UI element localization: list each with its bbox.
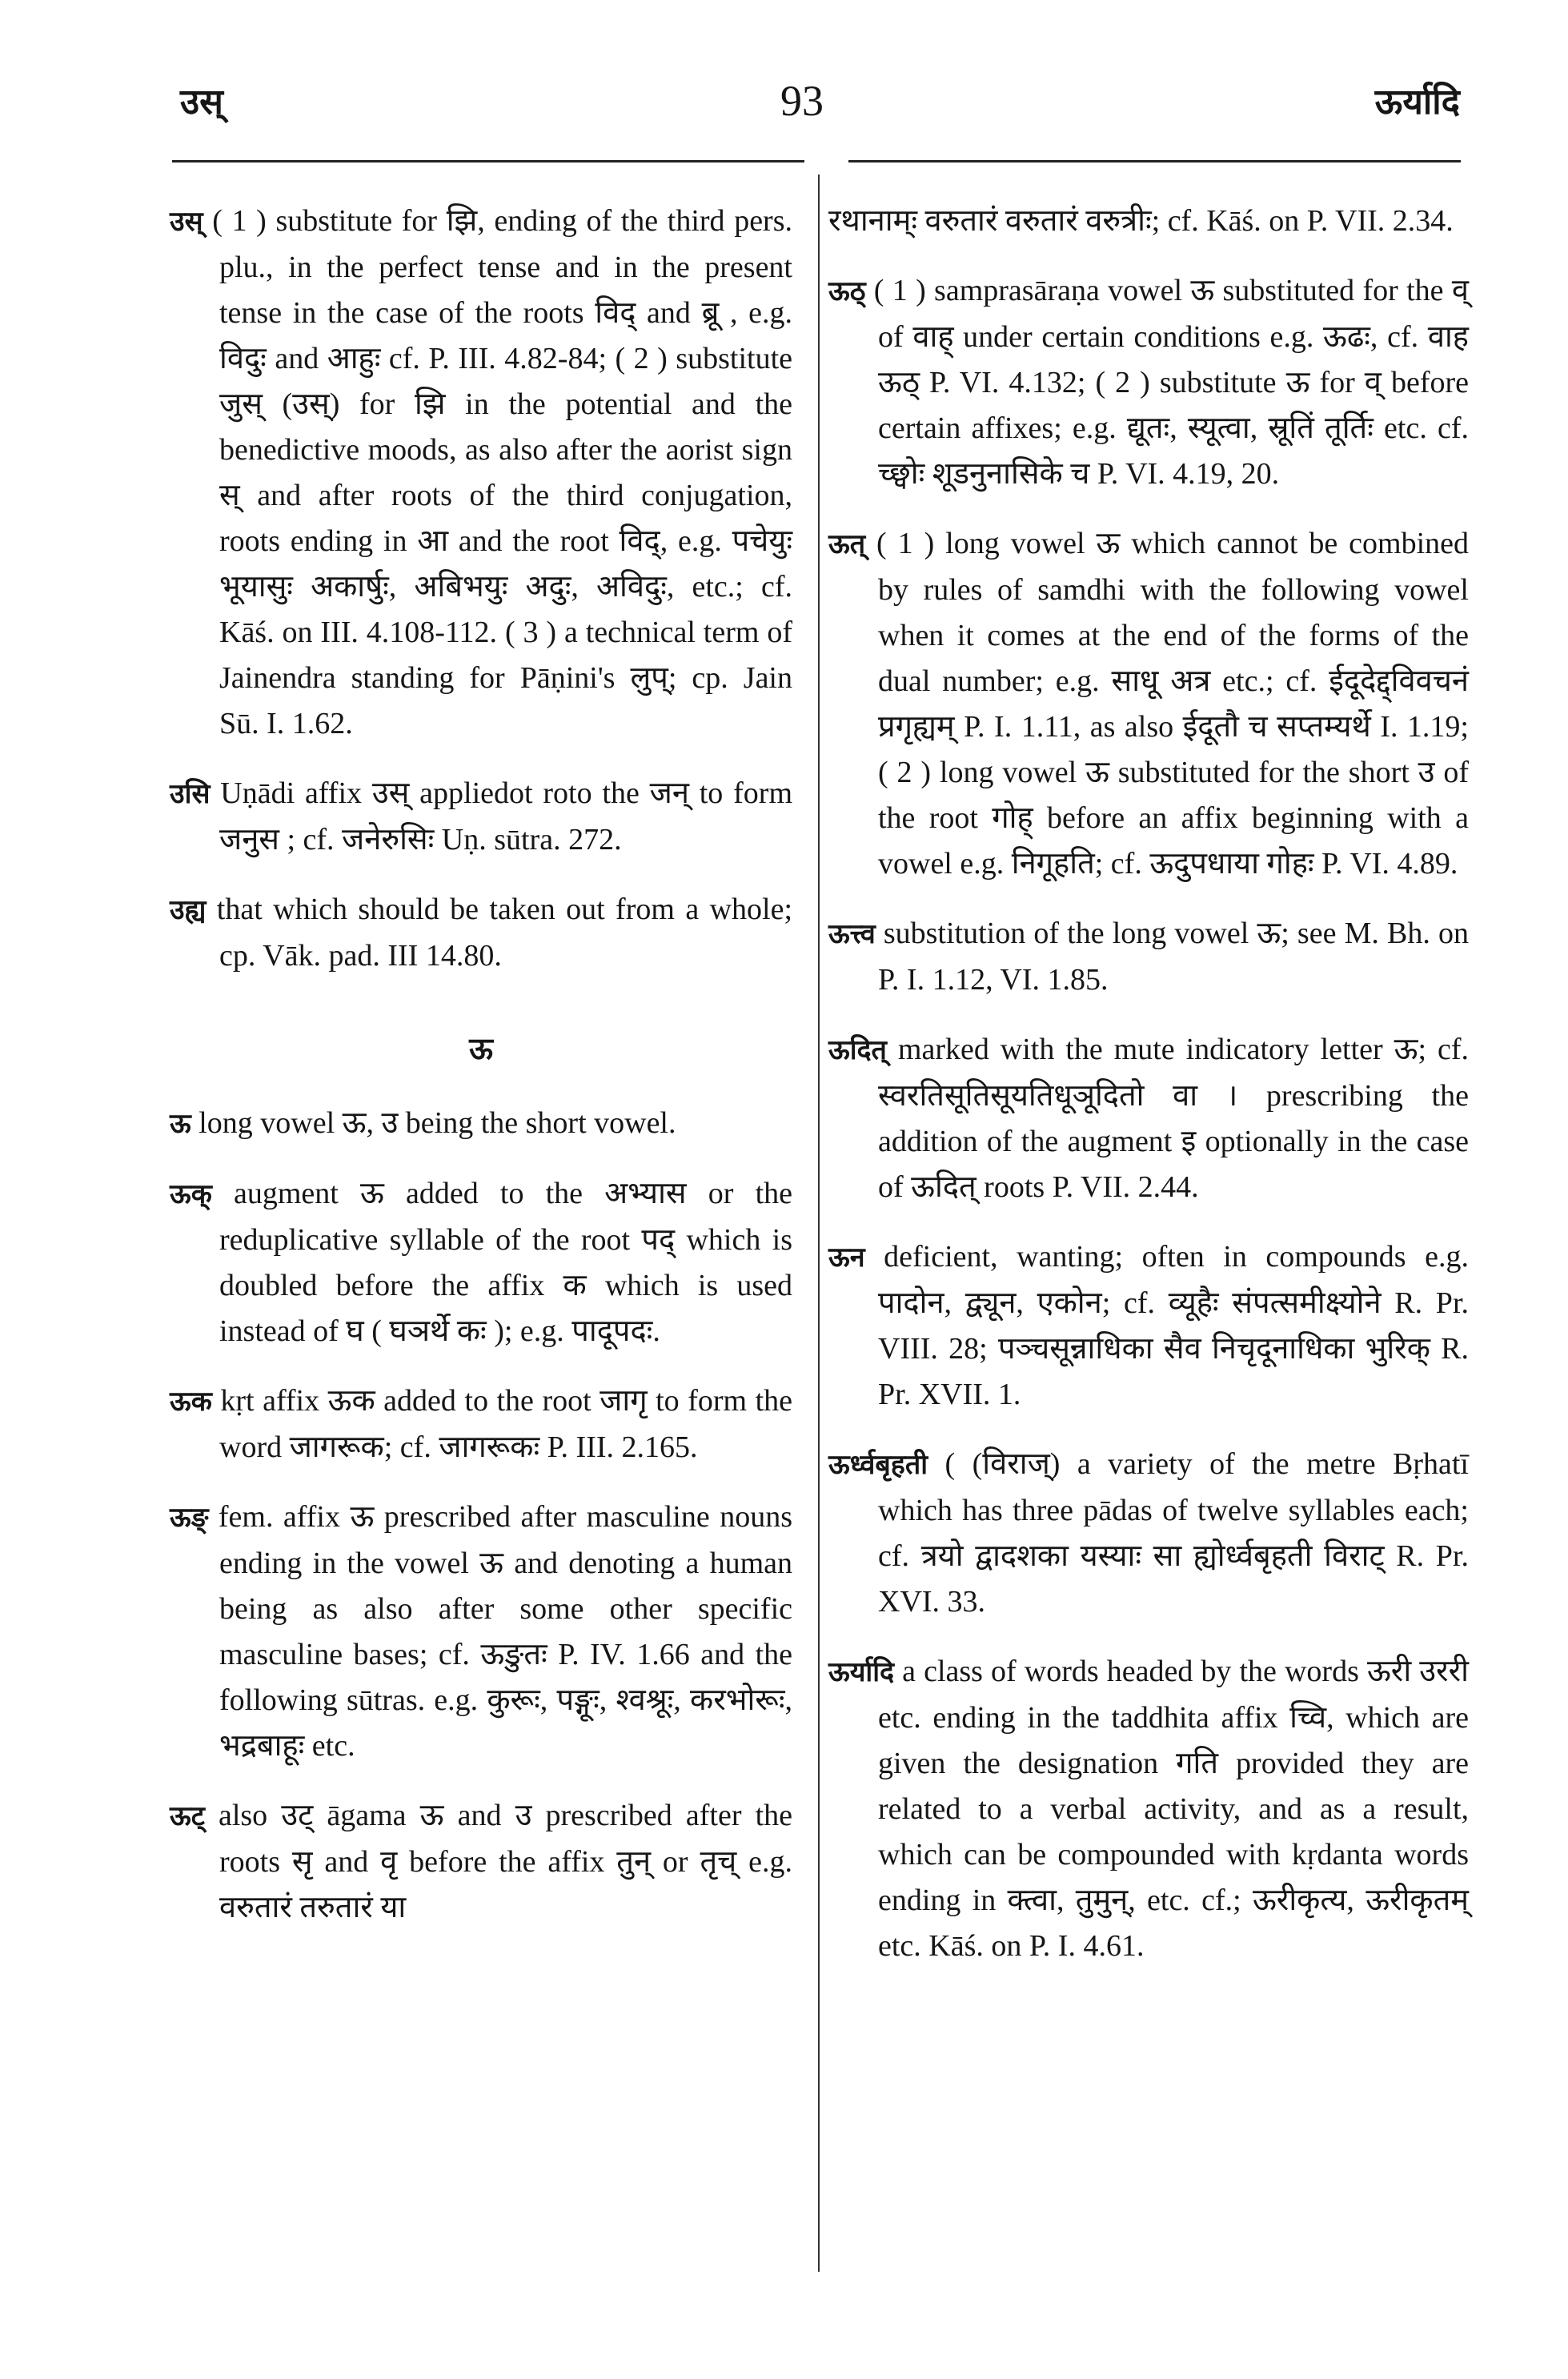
entry-headword: ऊक् <box>170 1178 212 1210</box>
dictionary-entry <box>170 1793 792 1931</box>
entry-definition: that which should be taken out from a whole; cp. Vāk. pad. III 14.80. <box>216 893 792 973</box>
header-rule-right <box>848 160 1461 162</box>
entry-headword: ऊट् <box>170 1800 205 1832</box>
entry-headword: उसि <box>170 778 211 810</box>
header-left-guideword: उस् <box>180 82 223 122</box>
entry-headword: ऊङ् <box>170 1502 209 1534</box>
entry-headword: उस् <box>170 206 203 238</box>
dictionary-entry <box>170 1378 792 1470</box>
dictionary-entry <box>170 771 792 863</box>
entry-headword: ऊर्यादि <box>828 1656 895 1688</box>
entry-definition: a class of words headed by the words ऊरी उररी etc. ending in the taddhita affix च्वि, which are given the designation गति provided they are related to a verbal activity, and as a result, which can be compounded with kṛdanta words ending in क्त्वा, तुमुन्, etc. cf.; ऊरीकृत्य, ऊरीकृतम् etc. Kāś. on P. I. 4.61. <box>878 1655 1469 1963</box>
entry-headword: ऊक <box>170 1386 212 1418</box>
entry-definition: fem. affix ऊ prescribed after masculine nouns ending in the vowel ऊ and denoting a human being as also after some other specific masculine bases; cf. ऊङुतः P. IV. 1.66 and the following sūtras. e.g. कुरूः, पङ्गूः, श्वश्रूः, करभोरूः, भद्रबाहूः etc. <box>218 1500 792 1763</box>
entry-definition: deficient, wanting; often in compounds e.g. पादोन, द्व्यून, एकोन; cf. व्यूहैः संपत्समीक्ष्योने R. Pr. VIII. 28; पञ्चसून्नाधिका सैव निचृदूनाधिका भुरिक् R. Pr. XVII. 1. <box>878 1240 1470 1411</box>
entry-headword: उह्य <box>170 894 207 926</box>
header-rule-left <box>172 160 804 162</box>
dictionary-entry <box>170 1171 792 1354</box>
entry-definition: kṛt affix ऊक added to the root जागृ to form the word जागरूक; cf. जागरूकः P. III. 2.165. <box>219 1384 793 1464</box>
header-right-guideword: ऊर्यादि <box>1374 82 1460 122</box>
entry-definition: long vowel ऊ, उ being the short vowel. <box>199 1106 676 1140</box>
dictionary-entry <box>170 1494 792 1769</box>
entry-definition: Uṇādi affix उस् appliedot roto the जन् to form जनुस ; cf. जनेरुसिः Uṇ. sūtra. 272. <box>219 776 792 857</box>
entry-headword: ऊदित् <box>828 1034 887 1066</box>
entry-headword: ऊ <box>170 1108 191 1140</box>
dictionary-entry <box>828 911 1469 1003</box>
entry-headword: ऊन <box>828 1242 865 1274</box>
dictionary-entry <box>828 1027 1469 1210</box>
entry-definition: augment ऊ added to the अभ्यास or the reduplicative syllable of the root पद् which is doubled before the affix क which is used instead of घ ( घञर्थे कः ); e.g. पादूपदः. <box>219 1177 792 1348</box>
column-divider <box>818 175 820 2272</box>
dictionary-entry <box>828 521 1469 887</box>
entry-definition: ( (विराज्) a variety of the metre Bṛhatī which has three pādas of twelve syllables each; cf. त्रयो द्वादशका यस्याः सा ह्योर्ध्वबृहती विराट् R. Pr. XVI. 33. <box>878 1447 1469 1619</box>
entry-definition: ( 1 ) samprasāraṇa vowel ऊ substituted for the व् of वाह् under certain conditions e.g. ऊढः, cf. वाह ऊठ् P. VI. 4.132; ( 2 ) substitute ऊ for व् before certain affixes; e.g. द्यूतः, स्यूत्वा, स्रूतिं तूर्तिः etc. cf. च्छ्वोः शूडनुनासिके च P. VI. 4.19, 20. <box>873 274 1470 491</box>
entry-definition: रथानाम्ः वरुतारं वरुतारं वरुत्रीः; cf. Kāś. on P. VII. 2.34. <box>828 204 1454 238</box>
dictionary-entry <box>170 1101 792 1147</box>
entry-headword: ऊठ् <box>828 275 866 307</box>
entry-definition: marked with the mute indicatory letter ऊ; cf. स्वरतिसूतिसूयतिधूञूदितो वा । prescribing the addition of the augment इ optionally in the case of ऊदित् roots P. VII. 2.44. <box>878 1033 1469 1204</box>
entry-headword: ऊत्त्व <box>828 918 876 950</box>
entry-definition: substitution of the long vowel ऊ; see M. Bh. on P. I. 1.12, VI. 1.85. <box>878 917 1469 997</box>
entry-definition: also उट् āgama ऊ and उ prescribed after the roots सृ and वृ before the affix तुन् or तृच् e.g. वरुतारं तरुतारं या <box>218 1799 793 1924</box>
dictionary-entry <box>828 1649 1469 1969</box>
dictionary-entry <box>170 199 792 747</box>
dictionary-entry <box>170 887 792 979</box>
right-column <box>828 199 1469 1993</box>
section-letter: ऊ <box>469 1031 493 1066</box>
entry-headword: ऊत् <box>828 528 866 560</box>
entry-definition: ( 1 ) long vowel ऊ which cannot be combined by rules of samdhi with the following vowel when it comes at the end of the forms of the dual number; e.g. साधू अत्र etc.; cf. ईदूदेद्द्विवचनं प्रगृह्यम् P. I. 1.11, as also ईदूतौ च सप्तम्यर्थे I. 1.19; ( 2 ) long vowel ऊ substituted for the short उ of the root गोह् before an affix beginning with a vowel e.g. निगूहति; cf. ऊदुपधाया गोहः P. VI. 4.89. <box>876 527 1469 881</box>
dictionary-entry <box>828 1234 1469 1418</box>
entry-headword: ऊर्ध्वबृहती <box>828 1449 928 1481</box>
left-column <box>170 199 792 1955</box>
dictionary-entry <box>828 199 1469 244</box>
entry-definition: ( 1 ) substitute for झि, ending of the third pers. plu., in the perfect tense and in the present tense in the case of the roots विद् and ब्रू , e.g. विदुः and आहुः cf. P. III. 4.82-84; ( 2 ) substitute जुस् (उस्) for झि in the potential and the benedictive moods, as also after the aorist sign स् and after roots of the third conjugation, roots ending in आ and the root विद्, e.g. पचेयुः भूयासुः अकार्षुः, अबिभयुः अदुः, अविदुः, etc.; cf. Kāś. on III. 4.108-112. ( 3 ) a technical term of Jainendra standing for Pāṇini's लुप्; cp. Jain Sū. I. 1.62. <box>212 204 792 740</box>
dictionary-entry <box>828 1442 1469 1625</box>
dictionary-entry <box>828 268 1469 497</box>
page-number: 93 <box>780 77 824 125</box>
